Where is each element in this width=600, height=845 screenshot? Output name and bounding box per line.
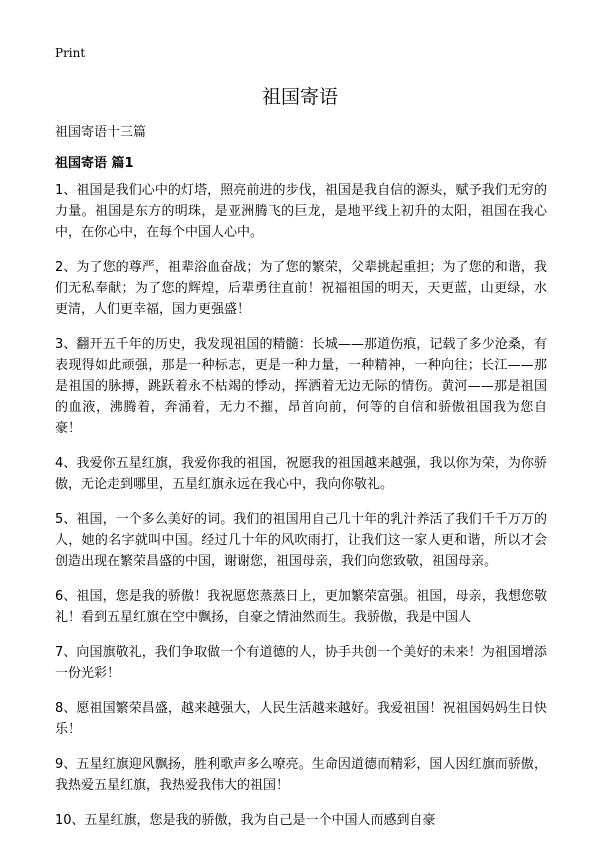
paragraph: 1、祖国是我们心中的灯塔，照亮前进的步伐，祖国是我自信的源头，赋予我们无穷的力量。祖国是东方的明珠，是亚洲腾飞的巨龙，是地平线上初升的太阳，祖国在我心中，在你心中，在每个中国人心中。	[55, 183, 547, 240]
paragraph: 9、五星红旗迎风飘扬，胜利歌声多么嘹亮。生命因道德而精彩，国人因红旗而骄傲，我热爱五星红旗，我热爱我伟大的祖国！	[55, 757, 547, 793]
paragraph: 8、愿祖国繁荣昌盛，越来越强大，人民生活越来越好。我爱祖国！祝祖国妈妈生日快乐！	[55, 701, 547, 737]
print-link[interactable]: Print	[55, 46, 86, 60]
page-title: 祖国寄语	[261, 86, 338, 108]
paragraph: 3、翻开五千年的历史，我发现祖国的精髓：长城——那道伤痕，记载了多少沧桑，有表现得如此顽强，那是一种标志，更是一种力量，一种精神，一种向往；长江——那是祖国的脉搏，跳跃着永不枯竭的悸动，挥洒着无边无际的情伤。黄河——那是祖国的血液，沸腾着，奔涌着，无力不摧，昂首向前，何等的自信和骄傲祖国我为您自豪！	[55, 337, 547, 436]
paragraph: 4、我爱你五星红旗，我爱你我的祖国，祝愿我的祖国越来越强，我以你为荣，为你骄傲，无论走到哪里，五星红旗永远在我心中，我向你敬礼。	[55, 456, 547, 492]
paragraph: 2、为了您的尊严，祖辈浴血奋战；为了您的繁荣，父辈挑起重担；为了您的和谐，我们无私奉献；为了您的辉煌，后辈勇往直前！祝福祖国的明天，天更蓝，山更绿，水更清，人们更幸福，国力更强盛！	[55, 260, 547, 317]
section-heading: 祖国寄语 篇1	[55, 156, 134, 171]
document-subtitle: 祖国寄语十三篇	[55, 125, 147, 140]
paragraph: 6、祖国，您是我的骄傲！我祝愿您蒸蒸日上，更加繁荣富强。祖国，母亲，我想您敬礼！看到五星红旗在空中飘扬，自豪之情油然而生。我骄傲，我是中国人	[55, 589, 547, 625]
paragraph-list	[55, 180, 547, 845]
paragraph: 5、祖国，一个多么美好的词。我们的祖国用自己几十年的乳汁养活了我们千千万万的人，她的名字就叫中国。经过几十年的风吹雨打，让我们这一家人更和谐，所以才会创造出现在繁荣昌盛的中国，谢谢您，祖国母亲，我们向您致敬，祖国母亲。	[55, 512, 547, 569]
paragraph: 10、五星红旗，您是我的骄傲，我为自己是一个中国人而感到自豪	[55, 813, 436, 828]
paragraph: 7、向国旗敬礼，我们争取做一个有道德的人，协手共创一个美好的未来！为祖国增添一份光彩！	[55, 645, 547, 681]
